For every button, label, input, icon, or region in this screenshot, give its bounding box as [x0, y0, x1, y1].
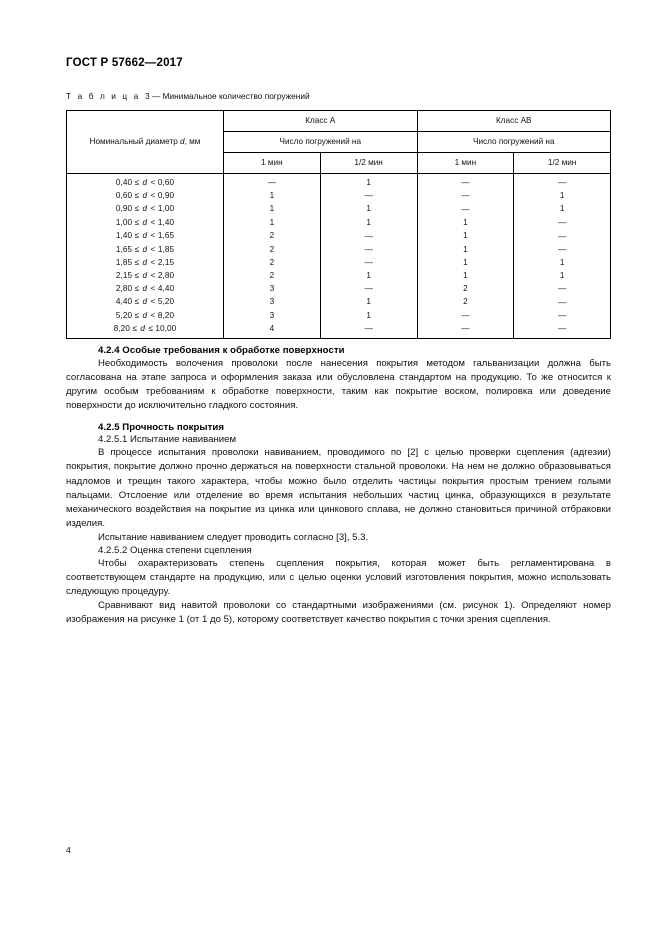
cell-class-ab-half-min: — [514, 216, 611, 229]
cell-diameter-range: 1,40 ≤ d < 1,65 [67, 230, 224, 243]
cell-diameter-range: 1,65 ≤ d < 1,85 [67, 243, 224, 256]
cell-class-ab-1min: — [417, 309, 514, 322]
cell-class-a-1min: 2 [224, 243, 321, 256]
table-row [67, 322, 611, 338]
table-row [67, 174, 611, 190]
table-row [67, 203, 611, 216]
table-body [67, 174, 611, 339]
cell-class-ab-1min: — [417, 322, 514, 338]
cell-diameter-range: 0,40 ≤ d < 0,60 [67, 174, 224, 190]
heading-4-2-5-2: 4.2.5.2 Оценка степени сцепления [98, 545, 252, 557]
cell-class-a-half-min: — [320, 256, 417, 269]
cell-class-a-half-min: — [320, 230, 417, 243]
cell-class-ab-half-min: 1 [514, 256, 611, 269]
cell-class-ab-1min: 1 [417, 230, 514, 243]
cell-class-ab-1min: — [417, 174, 514, 190]
table-row [67, 282, 611, 295]
paragraph-4-2-5-1-a: В процессе испытания проволоки навиванием, проводимого по [2] с целью проверки сцепления (адгезии) покрытия, покрытие должно прочно держаться на поверхности стальной проволоки. На нем не должно образовываться надломов и трещин такого характера, чтобы можно было отделить частицы покрытия простым трением голыми пальцами. Отслоение или отделение во время испытания небольших частиц цинка, образующихся в результате механического воздействия на покрытие из цинка или цинкового сплава, не должно становиться причиной отбраковки изделия. [66, 447, 611, 529]
header-dips-class-a: Число погружений на [224, 132, 418, 153]
paragraph-4-2-4: Необходимость волочения проволоки после нанесения покрытия методом гальванизации должна быть согласована на этапе запроса и оформления заказа или обусловлена стандартом на продукцию. То же относится к другим особым требованиям к обработке поверхности, таким как покрытие воском, полировка или доведение поверхности до исключительно гладкого состояния. [66, 358, 611, 412]
table-caption-title: Минимальное количество погружений [162, 91, 310, 101]
cell-class-ab-1min: — [417, 189, 514, 202]
cell-class-a-half-min: 1 [320, 270, 417, 282]
cell-class-ab-half-min: — [514, 243, 611, 256]
cell-class-ab-1min: 1 [417, 243, 514, 256]
cell-class-a-1min: 2 [224, 256, 321, 269]
cell-class-ab-half-min: 1 [514, 189, 611, 202]
table-row [67, 230, 611, 243]
cell-diameter-range: 2,80 ≤ d < 4,40 [67, 282, 224, 295]
cell-diameter-range: 8,20 ≤ d ≤ 10,00 [67, 322, 224, 338]
cell-class-a-half-min: 1 [320, 174, 417, 190]
table-row [67, 270, 611, 282]
header-class-ab: Класс АВ [417, 111, 611, 132]
cell-class-a-1min: 1 [224, 216, 321, 229]
header-nominal-diameter-suffix: , мм [184, 137, 201, 147]
cell-class-a-1min: 3 [224, 282, 321, 295]
cell-class-ab-half-min: — [514, 296, 611, 309]
standard-designation-header: ГОСТ Р 57662—2017 [66, 57, 183, 69]
header-nominal-diameter-prefix: Номинальный диаметр [89, 137, 181, 147]
cell-class-ab-1min: — [417, 203, 514, 216]
cell-class-ab-half-min: 1 [514, 270, 611, 282]
cell-class-a-1min: 1 [224, 189, 321, 202]
cell-class-ab-half-min: 1 [514, 203, 611, 216]
cell-class-a-half-min: 1 [320, 309, 417, 322]
cell-class-a-1min: 3 [224, 309, 321, 322]
table-caption-dash: — [151, 91, 161, 101]
header-diameter-symbol: d [180, 137, 185, 147]
heading-4-2-5-1: 4.2.5.1 Испытание навиванием [98, 434, 237, 446]
cell-class-a-half-min: 1 [320, 216, 417, 229]
table-caption-label: Т а б л и ц а [66, 91, 141, 101]
cell-class-a-half-min: 1 [320, 203, 417, 216]
table-head [67, 111, 611, 174]
cell-class-ab-1min: 2 [417, 282, 514, 295]
table-row [67, 256, 611, 269]
paragraph-4-2-5-2-a: Чтобы охарактеризовать степень сцепления покрытия, которая может быть регламентирована в соответствующем стандарте на продукцию, или с целью оценки условий изготовления покрытия, можно использовать следующую процедуру. [66, 558, 611, 598]
cell-class-a-1min: 2 [224, 230, 321, 243]
cell-class-ab-half-min: — [514, 174, 611, 190]
table-minimum-dip-count [66, 110, 611, 339]
cell-diameter-range: 4,40 ≤ d < 5,20 [67, 296, 224, 309]
page-number: 4 [66, 845, 71, 855]
cell-diameter-range: 2,15 ≤ d < 2,80 [67, 270, 224, 282]
cell-diameter-range: 0,90 ≤ d < 1,00 [67, 203, 224, 216]
table-caption-number: 3 [145, 91, 150, 101]
cell-class-a-half-min: — [320, 243, 417, 256]
cell-class-ab-1min: 1 [417, 270, 514, 282]
header-dips-class-ab: Число погружений на [417, 132, 611, 153]
header-class-ab-1min: 1 мин [417, 153, 514, 174]
header-class-ab-half-min: 1/2 мин [514, 153, 611, 174]
header-class-a: Класс А [224, 111, 418, 132]
cell-class-ab-half-min: — [514, 282, 611, 295]
cell-class-a-1min: 4 [224, 322, 321, 338]
body-content [66, 345, 611, 628]
heading-4-2-4: 4.2.4 Особые требования к обработке поверхности [98, 345, 345, 356]
cell-class-a-half-min: 1 [320, 296, 417, 309]
cell-diameter-range: 1,00 ≤ d < 1,40 [67, 216, 224, 229]
paragraph-4-2-5-2-b: Сравнивают вид навитой проволоки со стандартными изображениями (см. рисунок 1). Определяют номер изображения на рисунке 1 (от 1 до 5), которому соответствует качество покрытия с точки зрения сцепления. [66, 600, 611, 626]
cell-class-a-half-min: — [320, 282, 417, 295]
table-row [67, 216, 611, 229]
cell-class-ab-half-min: — [514, 230, 611, 243]
header-class-a-1min: 1 мин [224, 153, 321, 174]
table-header-row-1 [67, 111, 611, 132]
header-class-a-half-min: 1/2 мин [320, 153, 417, 174]
cell-class-ab-half-min: — [514, 322, 611, 338]
paragraph-4-2-5-1-b: Испытание навиванием следует проводить согласно [3], 5.3. [98, 531, 369, 543]
cell-class-ab-1min: 1 [417, 256, 514, 269]
cell-class-a-1min: 2 [224, 270, 321, 282]
cell-class-a-1min: 3 [224, 296, 321, 309]
cell-class-a-half-min: — [320, 189, 417, 202]
table-row [67, 243, 611, 256]
table-row [67, 309, 611, 322]
cell-class-a-1min: — [224, 174, 321, 190]
table-caption [66, 91, 310, 101]
header-nominal-diameter [67, 111, 224, 174]
table-row [67, 296, 611, 309]
cell-class-ab-1min: 1 [417, 216, 514, 229]
cell-class-a-half-min: — [320, 322, 417, 338]
cell-class-a-1min: 1 [224, 203, 321, 216]
heading-4-2-5: 4.2.5 Прочность покрытия [98, 422, 224, 434]
table-row [67, 189, 611, 202]
cell-diameter-range: 1,85 ≤ d < 2,15 [67, 256, 224, 269]
cell-diameter-range: 0,60 ≤ d < 0,90 [67, 189, 224, 202]
cell-class-ab-1min: 2 [417, 296, 514, 309]
cell-diameter-range: 5,20 ≤ d < 8,20 [67, 309, 224, 322]
cell-class-ab-half-min: — [514, 309, 611, 322]
